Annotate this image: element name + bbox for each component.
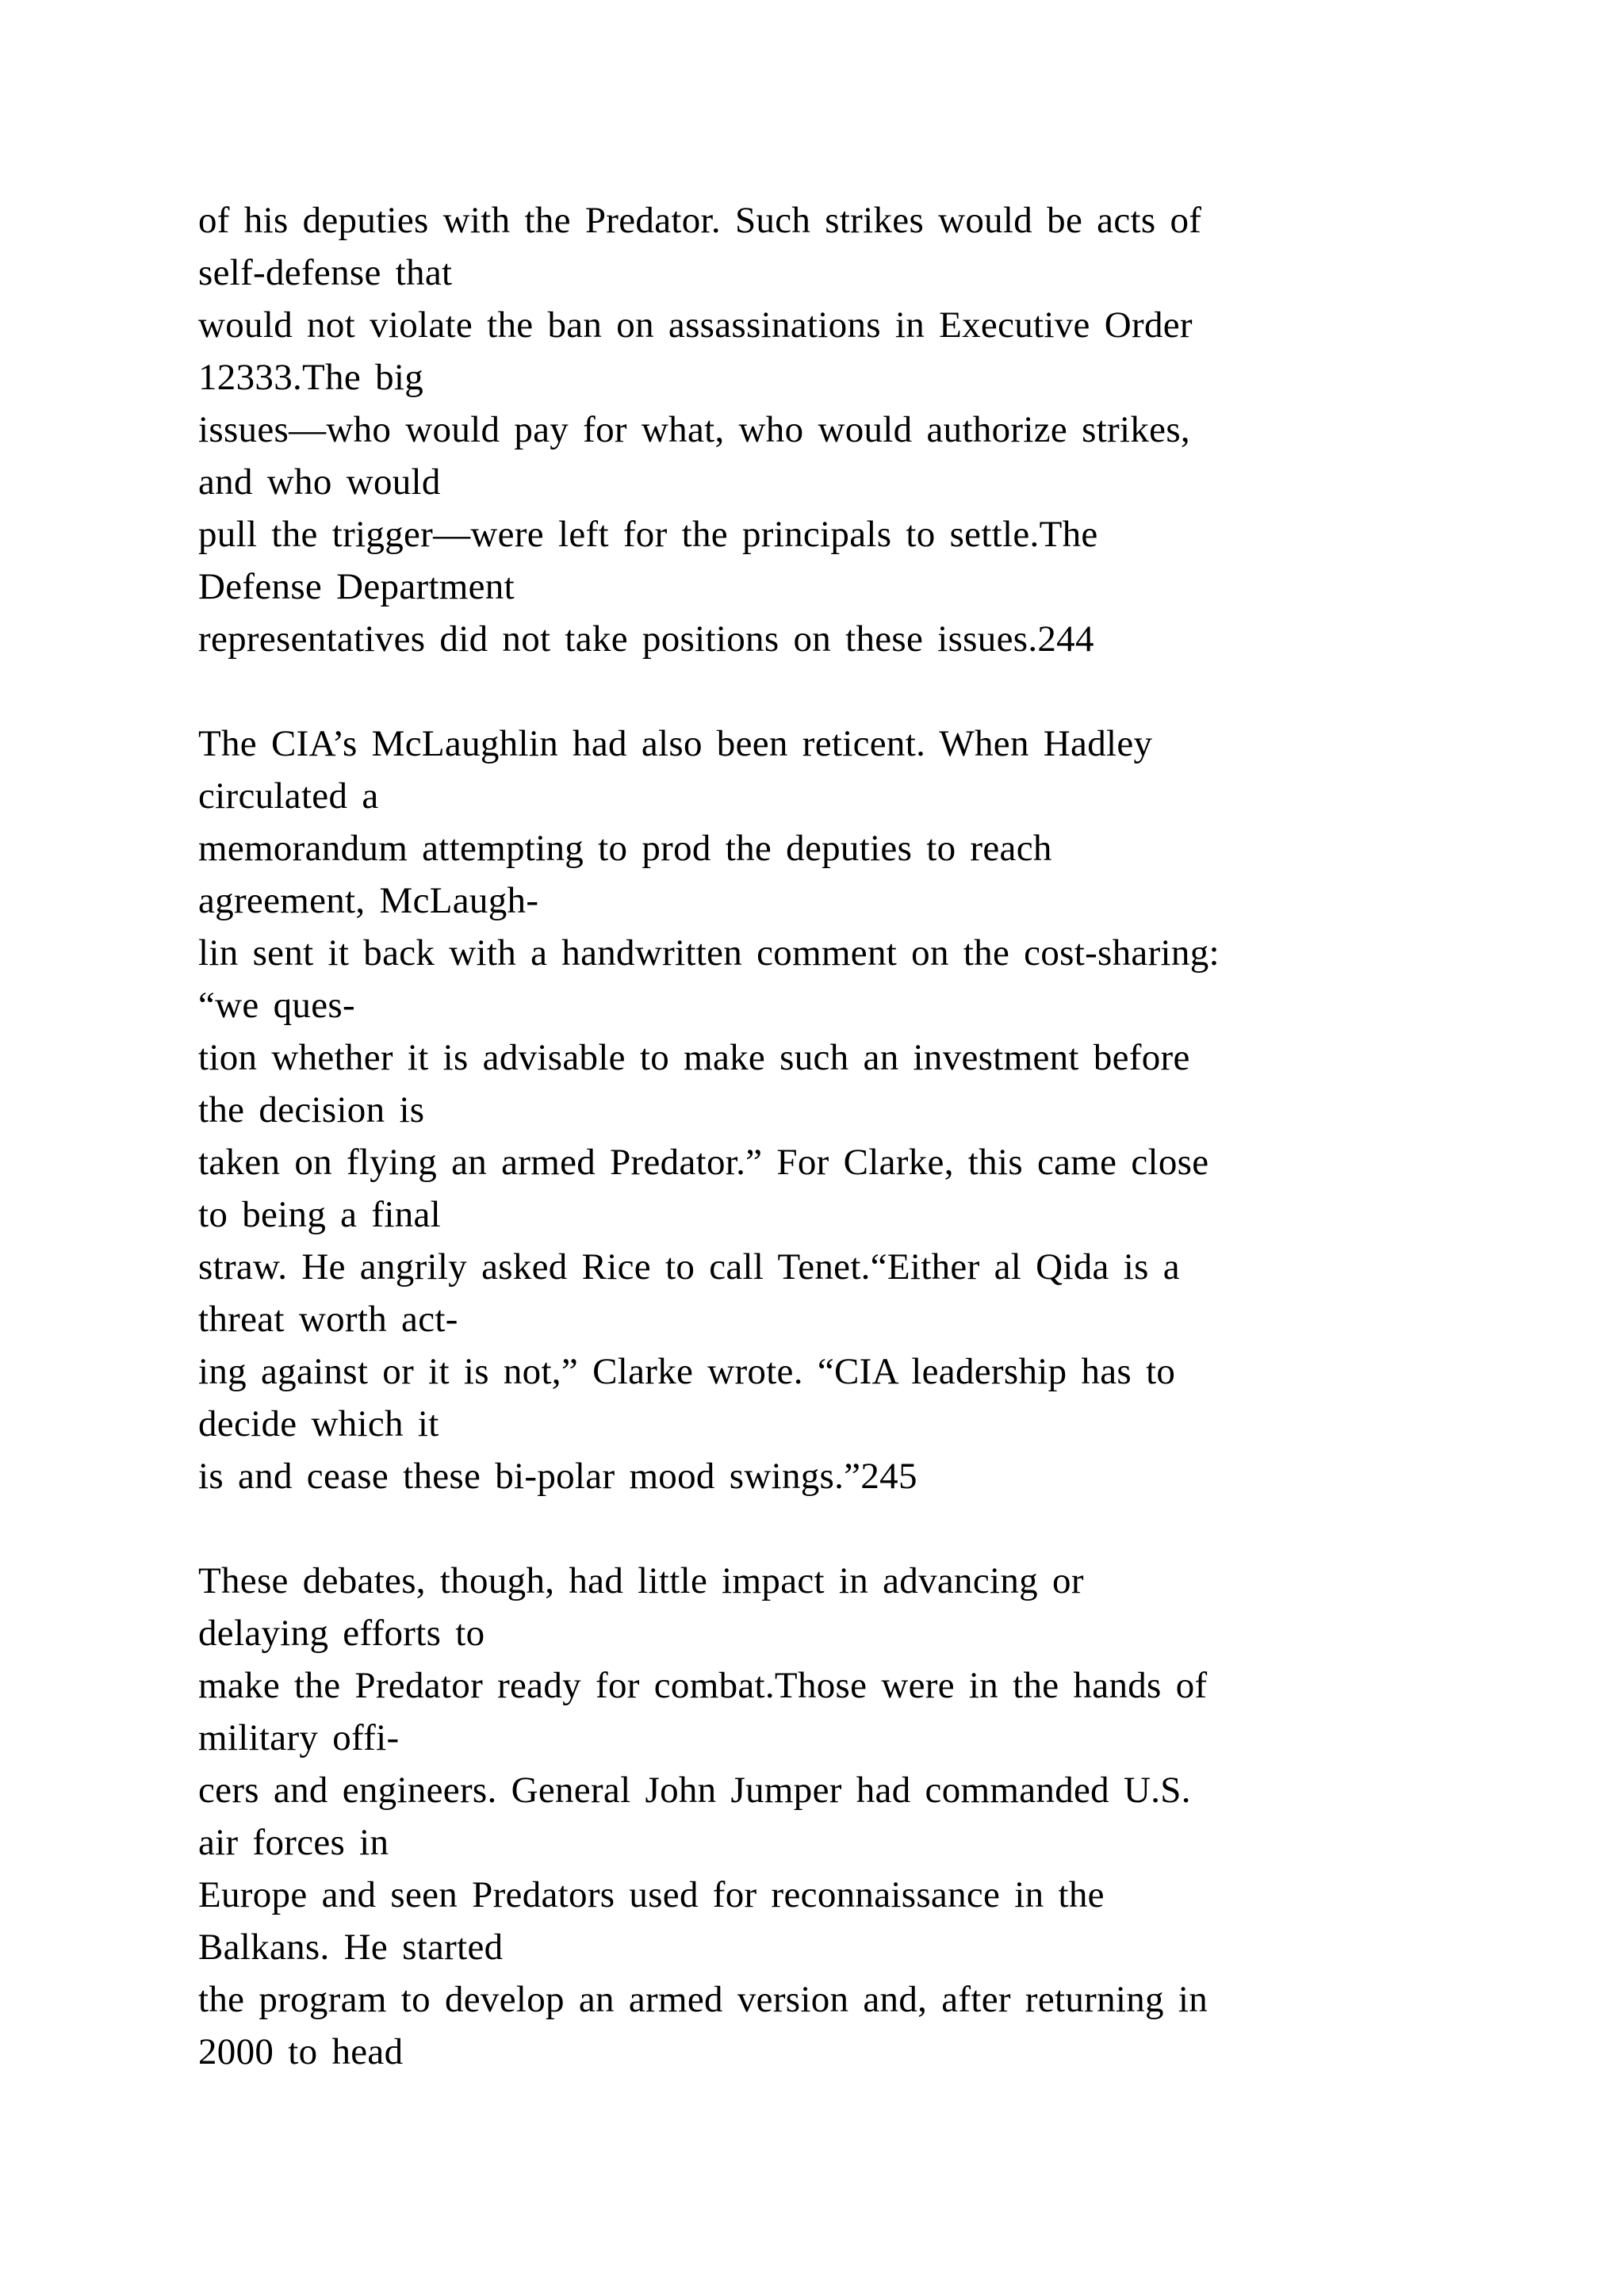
text-line: representatives did not take positions on these issues.244 <box>198 618 1094 660</box>
text-line: Balkans. He started <box>198 1927 504 1968</box>
text-line: The CIA’s McLaughlin had also been reticent. When Hadley <box>198 723 1153 764</box>
text-line: 2000 to head <box>198 2031 404 2072</box>
paragraph-3 <box>198 1555 1435 2078</box>
text-line: lin sent it back with a handwritten comment on the cost-sharing: <box>198 932 1220 974</box>
text-line: agreement, McLaugh- <box>198 880 539 921</box>
text-line: decide which it <box>198 1403 439 1445</box>
text-line: cers and engineers. General John Jumper had commanded U.S. <box>198 1770 1191 1811</box>
text-line: to being a final <box>198 1194 442 1235</box>
text-line: These debates, though, had little impact in advancing or <box>198 1560 1084 1601</box>
text-line: circulated a <box>198 775 379 817</box>
text-line: straw. He angrily asked Rice to call Tenet.“Either al Qida is a <box>198 1246 1180 1288</box>
text-line: delaying efforts to <box>198 1613 485 1654</box>
text-line: Europe and seen Predators used for reconnaissance in the <box>198 1874 1105 1915</box>
paragraph-1 <box>198 194 1435 665</box>
text-line: threat worth act- <box>198 1299 458 1340</box>
text-line: self-defense that <box>198 252 453 293</box>
text-line: would not violate the ban on assassinations in Executive Order <box>198 304 1193 346</box>
text-line: make the Predator ready for combat.Those were in the hands of <box>198 1665 1208 1706</box>
text-line: is and cease these bi-polar mood swings.”245 <box>198 1456 917 1497</box>
text-line: the program to develop an armed version and, after returning in <box>198 1979 1208 2020</box>
text-line: the decision is <box>198 1089 425 1131</box>
text-line: military offi- <box>198 1717 400 1758</box>
text-line: 12333.The big <box>198 357 424 398</box>
text-line: “we ques- <box>198 985 355 1026</box>
paragraph-2 <box>198 718 1435 1502</box>
text-line: memorandum attempting to prod the deputies to reach <box>198 828 1052 869</box>
text-line: and who would <box>198 461 441 503</box>
text-line: of his deputies with the Predator. Such strikes would be acts of <box>198 200 1202 241</box>
text-line: issues—who would pay for what, who would authorize strikes, <box>198 409 1190 450</box>
text-line: pull the trigger—were left for the principals to settle.The <box>198 514 1098 555</box>
text-line: air forces in <box>198 1822 389 1863</box>
text-line: tion whether it is advisable to make such an investment before <box>198 1037 1190 1078</box>
text-line: ing against or it is not,” Clarke wrote. “CIA leadership has to <box>198 1351 1176 1392</box>
text-line: taken on flying an armed Predator.” For Clarke, this came close <box>198 1142 1209 1183</box>
text-line: Defense Department <box>198 566 515 607</box>
document-page <box>198 194 1435 2078</box>
